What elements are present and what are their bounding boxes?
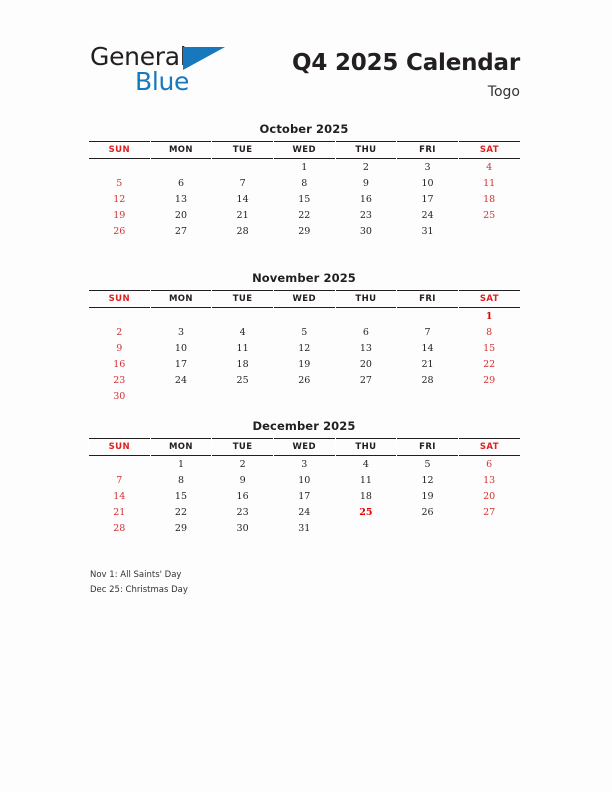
weekday-header-tue: TUE xyxy=(212,439,274,456)
day-cell[interactable]: 6 xyxy=(177,177,184,189)
week-row xyxy=(89,372,521,388)
brand-name-general: General xyxy=(90,42,187,71)
day-cell[interactable]: 11 xyxy=(359,474,372,486)
day-cell-empty xyxy=(397,388,459,404)
day-cell[interactable]: 7 xyxy=(116,474,123,486)
week-row xyxy=(89,456,521,473)
day-cell-empty xyxy=(458,388,520,404)
day-cell-empty xyxy=(150,388,212,404)
day-cell-empty xyxy=(89,308,151,325)
week-row xyxy=(89,340,521,356)
weekday-header-sat: SAT xyxy=(458,142,520,159)
weekday-header-mon: MON xyxy=(150,142,212,159)
day-cell[interactable]: 7 xyxy=(424,326,431,338)
month-title: October 2025 xyxy=(259,122,349,136)
week-row xyxy=(89,488,521,504)
day-cell[interactable]: 20 xyxy=(483,490,496,502)
day-cell[interactable]: 27 xyxy=(359,374,372,386)
day-cell[interactable]: 8 xyxy=(486,326,493,338)
day-cell[interactable]: 28 xyxy=(236,225,249,237)
day-cell[interactable]: 19 xyxy=(113,209,126,221)
day-cell[interactable]: 21 xyxy=(236,209,249,221)
day-cell[interactable]: 10 xyxy=(298,474,311,486)
weekday-header-tue: TUE xyxy=(212,142,274,159)
day-cell[interactable]: 8 xyxy=(301,177,308,189)
day-cell[interactable]: 30 xyxy=(236,522,249,534)
week-row xyxy=(89,159,521,176)
weekday-header-row xyxy=(89,439,521,456)
day-cell[interactable]: 26 xyxy=(298,374,311,386)
holiday-note: Dec 25: Christmas Day xyxy=(90,585,188,595)
day-cell[interactable]: 5 xyxy=(301,326,308,338)
day-cell-empty xyxy=(273,308,335,325)
weekday-header-wed: WED xyxy=(273,142,335,159)
day-cell[interactable]: 13 xyxy=(483,474,496,486)
day-cell[interactable]: 21 xyxy=(421,358,434,370)
day-cell[interactable]: 3 xyxy=(177,326,184,338)
page-header xyxy=(0,0,612,110)
day-cell[interactable]: 4 xyxy=(239,326,246,338)
weekday-header-mon: MON xyxy=(150,291,212,308)
day-cell-empty xyxy=(397,308,459,325)
day-cell[interactable]: 6 xyxy=(362,326,369,338)
day-cell[interactable]: 12 xyxy=(421,474,434,486)
weekday-header-sat: SAT xyxy=(458,439,520,456)
day-cell[interactable]: 18 xyxy=(359,490,372,502)
day-cell[interactable]: 27 xyxy=(483,506,496,518)
day-cell[interactable]: 14 xyxy=(421,342,434,354)
day-cell[interactable]: 31 xyxy=(421,225,434,237)
day-cell-empty xyxy=(335,520,397,536)
day-cell[interactable]: 29 xyxy=(174,522,187,534)
day-cell[interactable]: 31 xyxy=(298,522,311,534)
weekday-header-sat: SAT xyxy=(458,291,520,308)
day-cell[interactable]: 1 xyxy=(301,161,308,173)
weekday-header-wed: WED xyxy=(273,439,335,456)
month-table xyxy=(88,141,520,239)
day-cell[interactable]: 16 xyxy=(359,193,372,205)
day-cell[interactable]: 13 xyxy=(174,193,187,205)
day-cell[interactable]: 10 xyxy=(421,177,434,189)
day-cell[interactable]: 26 xyxy=(421,506,434,518)
day-cell[interactable]: 1 xyxy=(177,458,184,470)
day-cell[interactable]: 16 xyxy=(236,490,249,502)
day-cell[interactable]: 10 xyxy=(174,342,187,354)
week-row xyxy=(89,207,521,223)
day-cell-empty xyxy=(89,159,151,176)
month-block xyxy=(88,419,520,536)
week-row xyxy=(89,308,521,325)
day-cell[interactable]: 9 xyxy=(362,177,369,189)
holiday-note: Nov 1: All Saints' Day xyxy=(90,570,182,580)
day-cell-holiday[interactable]: 1 xyxy=(485,310,493,322)
day-cell[interactable]: 17 xyxy=(298,490,311,502)
weekday-header-mon: MON xyxy=(150,439,212,456)
day-cell[interactable]: 29 xyxy=(483,374,496,386)
day-cell[interactable]: 24 xyxy=(421,209,434,221)
day-cell[interactable]: 22 xyxy=(483,358,496,370)
week-row xyxy=(89,472,521,488)
day-cell[interactable]: 4 xyxy=(486,161,493,173)
day-cell[interactable]: 16 xyxy=(113,358,126,370)
day-cell[interactable]: 7 xyxy=(239,177,246,189)
weekday-header-sun: SUN xyxy=(89,439,151,456)
day-cell[interactable]: 15 xyxy=(298,193,311,205)
day-cell-holiday[interactable]: 25 xyxy=(359,506,373,518)
day-cell[interactable]: 11 xyxy=(483,177,496,189)
day-cell[interactable]: 20 xyxy=(359,358,372,370)
day-cell[interactable]: 17 xyxy=(174,358,187,370)
day-cell[interactable]: 27 xyxy=(174,225,187,237)
day-cell-empty xyxy=(212,388,274,404)
day-cell[interactable]: 9 xyxy=(239,474,246,486)
week-row xyxy=(89,356,521,372)
day-cell[interactable]: 8 xyxy=(177,474,184,486)
day-cell[interactable]: 3 xyxy=(301,458,308,470)
day-cell[interactable]: 24 xyxy=(174,374,187,386)
week-row xyxy=(89,324,521,340)
day-cell[interactable]: 12 xyxy=(113,193,126,205)
day-cell[interactable]: 21 xyxy=(113,506,126,518)
month-block xyxy=(88,271,520,404)
day-cell-empty xyxy=(89,456,151,473)
day-cell[interactable]: 19 xyxy=(421,490,434,502)
day-cell[interactable]: 5 xyxy=(424,458,431,470)
day-cell[interactable]: 23 xyxy=(236,506,249,518)
weekday-header-fri: FRI xyxy=(397,291,459,308)
month-title: December 2025 xyxy=(252,419,356,433)
weekday-header-row xyxy=(89,291,521,308)
day-cell[interactable]: 18 xyxy=(483,193,496,205)
day-cell[interactable]: 26 xyxy=(113,225,126,237)
week-row xyxy=(89,175,521,191)
day-cell[interactable]: 17 xyxy=(421,193,434,205)
day-cell[interactable]: 5 xyxy=(116,177,123,189)
page-title: Q4 2025 Calendar xyxy=(292,50,520,76)
day-cell[interactable]: 6 xyxy=(486,458,493,470)
day-cell[interactable]: 22 xyxy=(298,209,311,221)
day-cell[interactable]: 14 xyxy=(236,193,249,205)
day-cell-empty xyxy=(212,159,274,176)
brand-name-blue: Blue xyxy=(135,67,190,96)
day-cell-empty xyxy=(150,308,212,325)
day-cell-empty xyxy=(458,223,520,239)
day-cell[interactable]: 28 xyxy=(421,374,434,386)
day-cell[interactable]: 22 xyxy=(174,506,187,518)
weekday-header-sun: SUN xyxy=(89,291,151,308)
day-cell[interactable]: 13 xyxy=(359,342,372,354)
day-cell[interactable]: 23 xyxy=(359,209,372,221)
month-block xyxy=(88,122,520,239)
brand-logo xyxy=(90,42,300,98)
day-cell[interactable]: 9 xyxy=(116,342,123,354)
weekday-header-sun: SUN xyxy=(89,142,151,159)
day-cell[interactable]: 23 xyxy=(113,374,126,386)
weekday-header-thu: THU xyxy=(335,291,397,308)
day-cell[interactable]: 2 xyxy=(239,458,246,470)
day-cell[interactable]: 25 xyxy=(483,209,496,221)
day-cell[interactable]: 20 xyxy=(174,209,187,221)
day-cell[interactable]: 4 xyxy=(362,458,369,470)
day-cell[interactable]: 2 xyxy=(362,161,369,173)
day-cell[interactable]: 28 xyxy=(113,522,126,534)
week-row xyxy=(89,388,521,404)
day-cell[interactable]: 15 xyxy=(483,342,496,354)
day-cell[interactable]: 15 xyxy=(174,490,187,502)
weekday-header-tue: TUE xyxy=(212,291,274,308)
week-row xyxy=(89,504,521,520)
weekday-header-row xyxy=(89,142,521,159)
day-cell-empty xyxy=(273,388,335,404)
week-row xyxy=(89,191,521,207)
holiday-notes xyxy=(90,568,420,598)
title-block xyxy=(292,50,520,101)
day-cell[interactable]: 3 xyxy=(424,161,431,173)
day-cell-empty xyxy=(397,520,459,536)
day-cell-empty xyxy=(150,159,212,176)
day-cell[interactable]: 11 xyxy=(236,342,249,354)
month-title: November 2025 xyxy=(252,271,356,285)
weekday-header-fri: FRI xyxy=(397,439,459,456)
brand-triangle-icon xyxy=(183,47,225,70)
weekday-header-thu: THU xyxy=(335,439,397,456)
day-cell[interactable]: 29 xyxy=(298,225,311,237)
month-table xyxy=(88,438,520,536)
month-table xyxy=(88,290,520,404)
weekday-header-fri: FRI xyxy=(397,142,459,159)
day-cell[interactable]: 14 xyxy=(113,490,126,502)
weekday-header-thu: THU xyxy=(335,142,397,159)
day-cell-empty xyxy=(458,520,520,536)
day-cell-empty xyxy=(212,308,274,325)
day-cell[interactable]: 12 xyxy=(298,342,311,354)
day-cell-empty xyxy=(335,308,397,325)
day-cell[interactable]: 24 xyxy=(298,506,311,518)
weekday-header-wed: WED xyxy=(273,291,335,308)
day-cell[interactable]: 30 xyxy=(113,390,126,402)
day-cell[interactable]: 19 xyxy=(298,358,311,370)
day-cell[interactable]: 18 xyxy=(236,358,249,370)
day-cell[interactable]: 25 xyxy=(236,374,249,386)
day-cell[interactable]: 30 xyxy=(359,225,372,237)
page-subtitle: Togo xyxy=(487,84,520,101)
day-cell[interactable]: 2 xyxy=(116,326,123,338)
week-row xyxy=(89,223,521,239)
week-row xyxy=(89,520,521,536)
day-cell-empty xyxy=(335,388,397,404)
